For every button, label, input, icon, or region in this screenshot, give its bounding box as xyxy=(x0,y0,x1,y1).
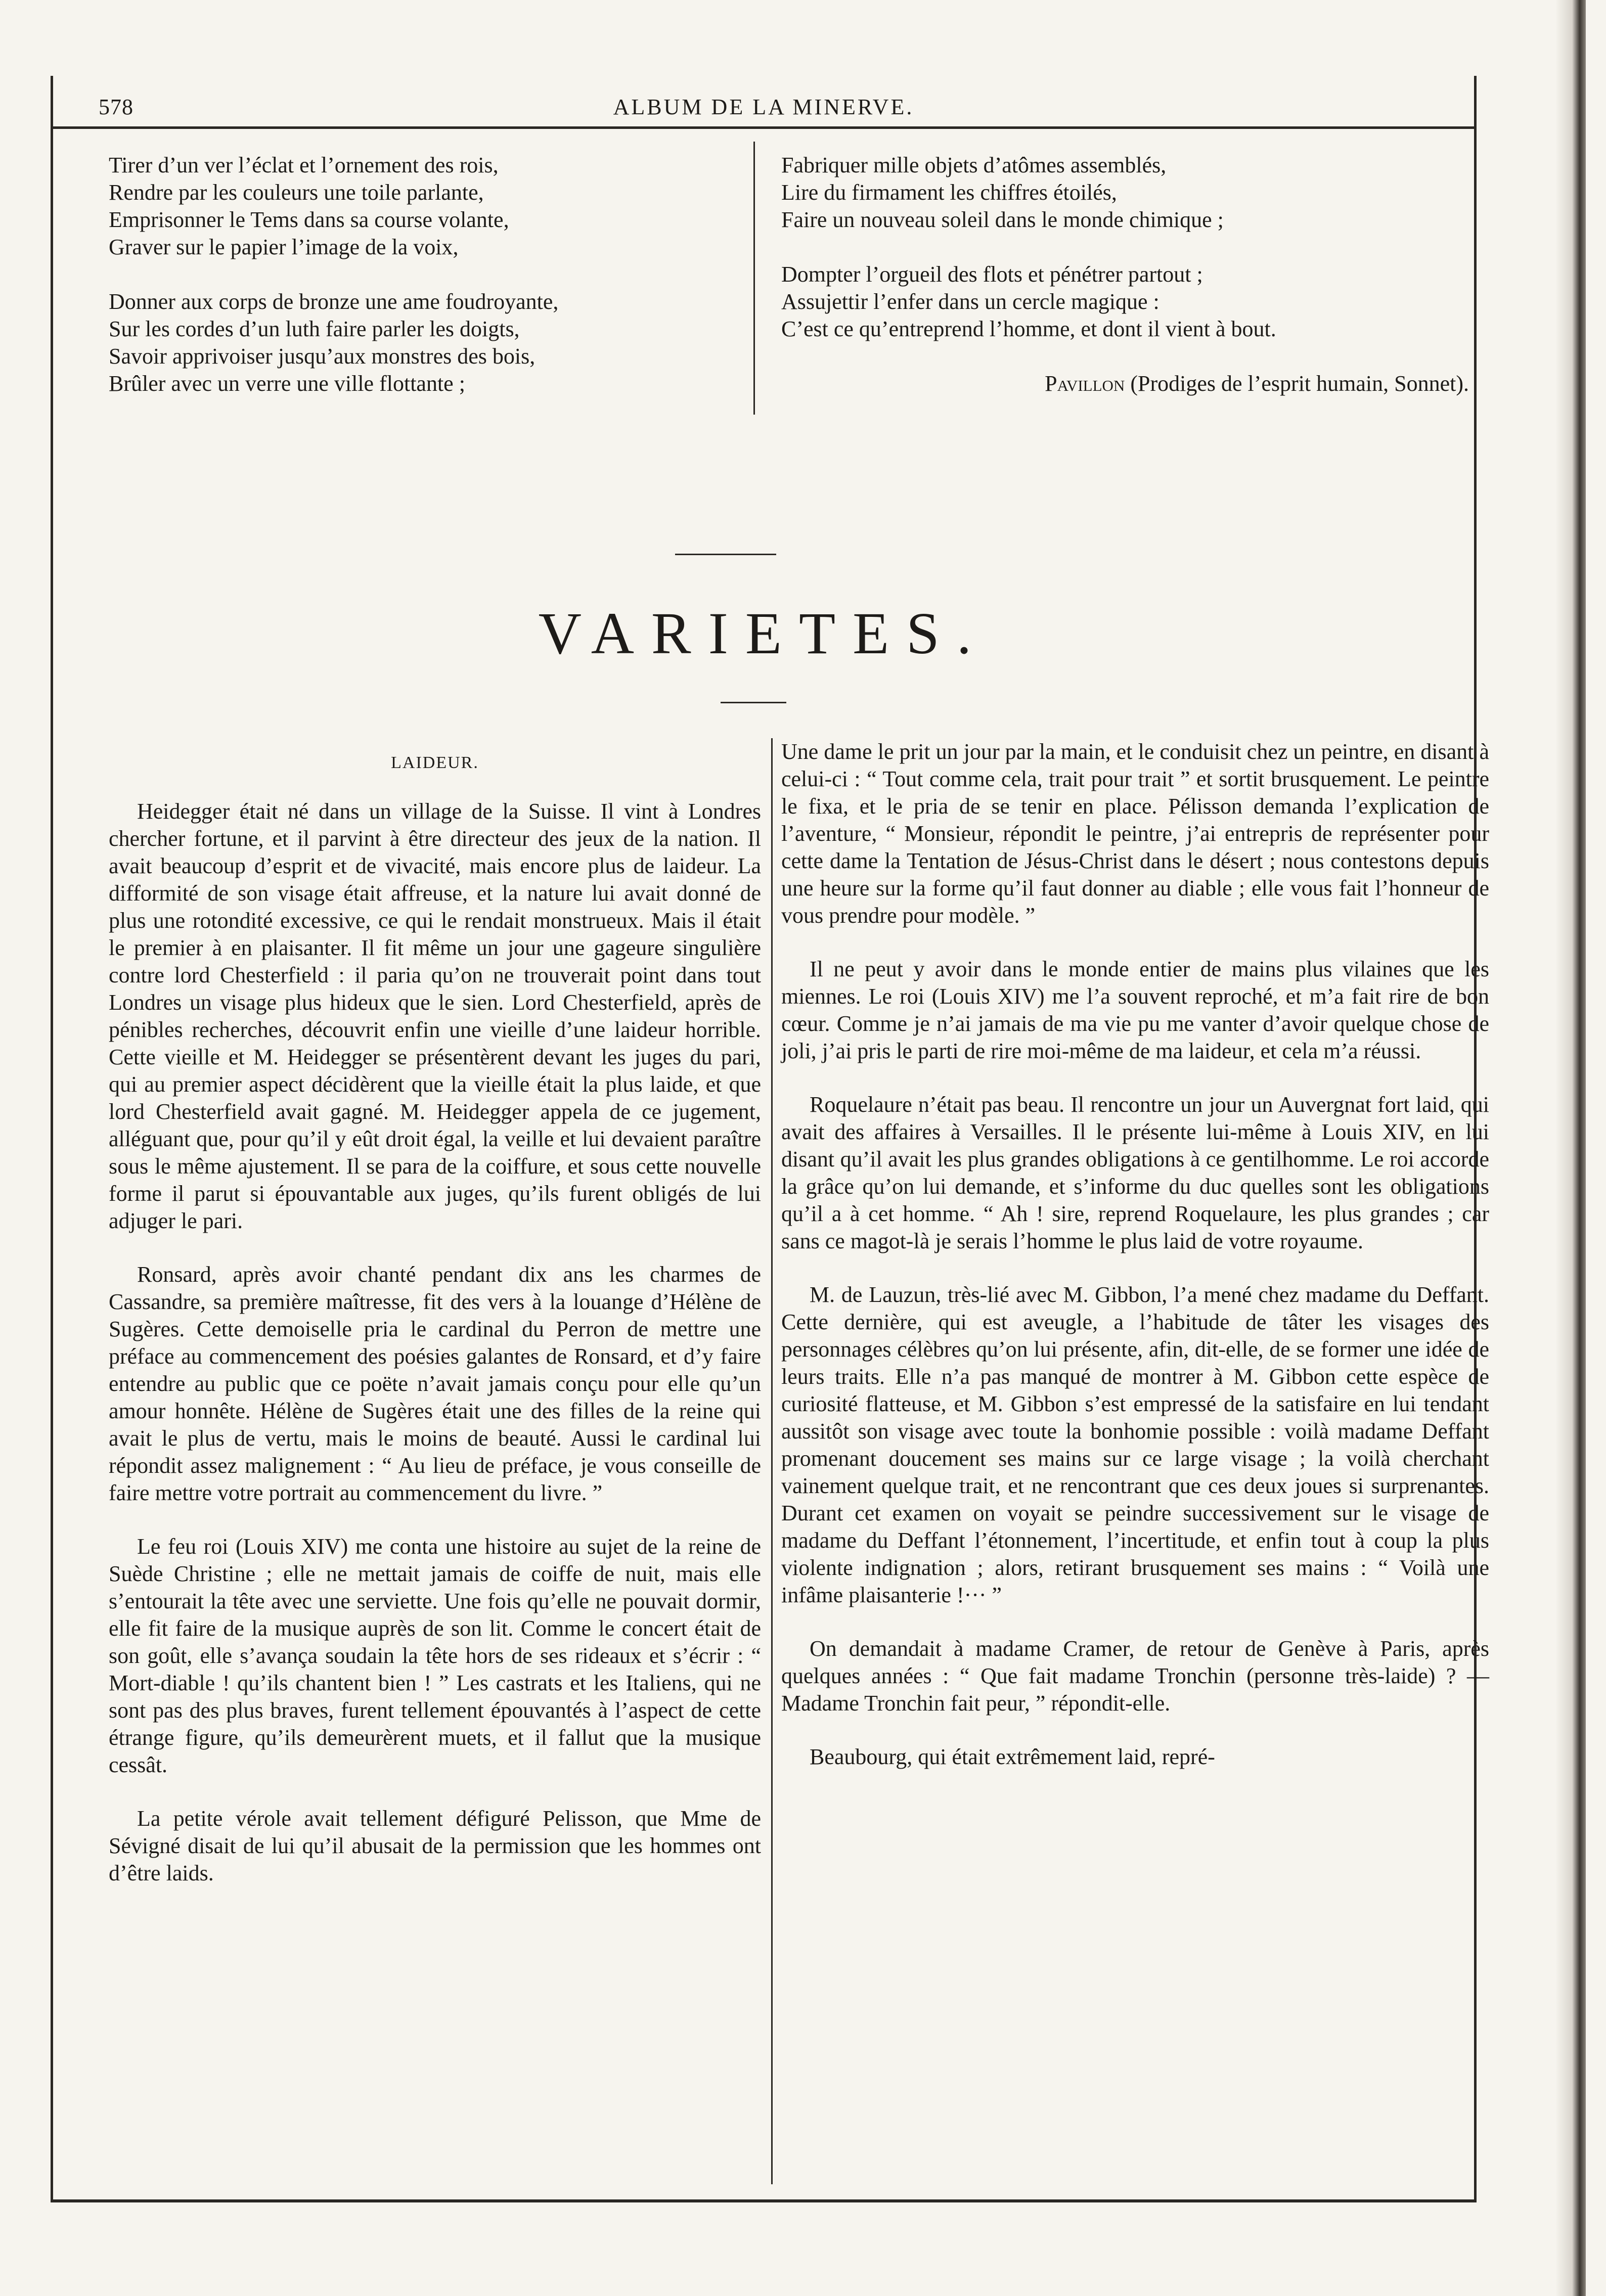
article-paragraph: Beaubourg, qui était extrêmement laid, repré- xyxy=(810,1744,1215,1769)
article-paragraph: Une dame le prit un jour par la main, et le conduisit chez un peintre, en disant à celui-ci : “ Tout comme cela, trait pour trait ” et sortit brusquement. Le peintre le fixa, et le pria de se tenir en place. Pélisson demanda l’explication de l’aventure, “ Monsieur, répondit le peintre, j’ai entrepris de représenter pour cette dame la Tentation de Jésus-Christ dans le désert ; nous contestons depuis une heure sur la forme qu’il faut donner au diable ; elle vous fait l’honneur de vous prendre pour modèle. ” xyxy=(781,739,1489,928)
book-binding-edge xyxy=(1555,0,1586,2296)
article-paragraph: M. de Lauzun, très-lié avec M. Gibbon, l’a mené chez madame du Deffant. Cette dernière, qui est aveugle, a l’habitude de tâter les visages des personnages célèbres qu’on lui présente, afin, dit-elle, de se former une idée de leurs traits. Elle n’a pas manqué de montrer à M. Gibbon cette espèce de curiosité flatteuse, et M. Gibbon s’est empressé de la satisfaire en lui tendant aussitôt son visage avec toute la bonhomie possible : voilà madame Deffant promenant doucement ses mains sur ce large visage ; la voilà cherchant vainement quelque trait, et ne rencontrant que ces deux joues si surprenantes. Durant cet examen on voyait se peindre successivement sur le visage de madame du Deffant l’étonnement, l’incertitude, et enfin tout à coup la plus violente indignation ; alors, retirant brusquement ses mains : “ Voilà une infâme plaisanterie !··· ” xyxy=(781,1282,1489,1607)
article-paragraph: Heidegger était né dans un village de la Suisse. Il vint à Londres chercher fortune, et il parvint à être directeur des jeux de la nation. Il avait beaucoup d’esprit et de vivacité, mais encore plus de laideur. La difformité de son visage était affreuse, et la nature lui avait donné de plus une rotondité excessive, ce qui le rendait monstrueux. Mais il était le premier à en plaisanter. Il fit même un jour une gageure singulière contre lord Chesterfield : il paria qu’on ne trouverait point dans tout Londres un visage plus hideux que le sien. Lord Chesterfield, après de pénibles recherches, découvrit enfin une vieille d’une laideur horrible. Cette vieille et M. Heidegger se présentèrent devant les juges du pari, qui au premier aspect décidèrent que la vieille était la plus laide, et que lord Chesterfield avait gagné. M. Heidegger appela de ce jugement, alléguant que, pour qu’il y eût droit égal, la veille et lui devaient paraître sous le même ajustement. Il se para de la coiffure, et sous cette nouvelle forme il parut si épouvantable aux juges, qu’ils furent obligés de lui adjuger le pari. xyxy=(109,799,761,1233)
attribution-source: (Prodiges de l’esprit humain, Sonnet). xyxy=(1125,371,1469,396)
page-frame xyxy=(51,76,1489,2202)
page-header xyxy=(53,76,1474,129)
poem-stanza xyxy=(109,288,751,397)
article-subhead: LAIDEUR. xyxy=(391,753,479,772)
poem-verse: Dompter l’orgueil des flots et pénétrer partout ; xyxy=(781,262,1203,287)
poem-verse: Faire un nouveau soleil dans le monde chimique ; xyxy=(781,207,1224,232)
poem-attribution xyxy=(781,370,1479,397)
poem-left-column xyxy=(109,152,751,425)
article-paragraph: Le feu roi (Louis XIV) me conta une histoire au sujet de la reine de Suède Christine ; elle ne mettait jamais de coiffe de nuit, mais elle s’entourait la tête avec une serviette. Une fois qu’elle ne pouvait dormir, elle fit faire de la musique auprès de son lit. Comme le concert était de son goût, elle s’avança soudain la tête hors de ses rideaux et s’écrir : “ Mort-diable ! qu’ils chantent bien ! ” Les castrats et les Italiens, qui ne sont pas des plus braves, furent tellement épouvantés à l’aspect de cette étrange figure, qu’ils demeurèrent muets, et il fallut que la musique cessât. xyxy=(109,1534,761,1777)
poem-stanza xyxy=(781,261,1479,343)
poem-verse: Brûler avec un verre une ville flottante ; xyxy=(109,371,465,396)
attribution-author: Pavillon xyxy=(1045,371,1125,396)
poem-verse: Assujettir l’enfer dans un cercle magique : xyxy=(781,289,1159,314)
title-rule-top xyxy=(675,554,776,555)
poem-verse: Emprisonner le Tems dans sa course volante, xyxy=(109,207,509,232)
section-title: VARIETES. xyxy=(538,600,989,666)
article-paragraph: Roquelaure n’était pas beau. Il rencontre un jour un Auvergnat fort laid, qui avait des affaires à Versailles. Il le présente lui-même à Louis XIV, en lui disant qu’il avait les plus grandes obligations à ce gentilhomme. Le roi accorde la grâce qu’on lui demande, et s’informe du duc quelles sont les obligations qu’il a à cet homme. “ Ah ! sire, reprend Roquelaure, les plus grandes ; car sans ce magot-là je serais l’homme le plus laid de votre royaume. xyxy=(781,1092,1489,1253)
poem-right-column xyxy=(781,152,1479,397)
running-title: ALBUM DE LA MINERVE. xyxy=(613,95,914,119)
title-rule-bottom xyxy=(721,702,786,703)
article-paragraph: La petite vérole avait tellement défiguré Pelisson, que Mme de Sévigné disait de lui qu’il abusait de la permission que les hommes ont d’être laids. xyxy=(109,1806,761,1885)
poem-verse: Sur les cordes d’un luth faire parler les doigts, xyxy=(109,317,520,341)
poem-verse: Rendre par les couleurs une toile parlante, xyxy=(109,180,484,205)
left-paragraphs xyxy=(109,798,761,1887)
poem-verse: Lire du firmament les chiffres étoilés, xyxy=(781,180,1117,205)
poem-stanza xyxy=(109,152,751,261)
poem-stanza xyxy=(781,152,1479,234)
article-paragraph: Il ne peut y avoir dans le monde entier de mains plus vilaines que les miennes. Le roi (Louis XIV) me l’a souvent reproché, et m’a fait rire de bon cœur. Comme je n’ai jamais de ma vie pu me vanter d’avoir quelque chose de joli, j’ai pris le parti de rire moi-même de ma laideur, et cela m’a réussi. xyxy=(781,957,1489,1063)
poem-verse: C’est ce qu’entreprend l’homme, et dont il vient à bout. xyxy=(781,317,1276,341)
poem-verse: Graver sur le papier l’image de la voix, xyxy=(109,235,459,259)
poem-verse: Donner aux corps de bronze une ame foudroyante, xyxy=(109,289,559,314)
article-column-divider xyxy=(771,738,773,2184)
article-paragraph: On demandait à madame Cramer, de retour de Genève à Paris, après quelques années : “ Que fait madame Tronchin (personne très-laide) ? —Madame Tronchin fait peur, ” répondit-elle. xyxy=(781,1636,1489,1716)
article-left-column xyxy=(109,738,761,1887)
poem-verse: Fabriquer mille objets d’atômes assemblés, xyxy=(781,153,1167,177)
article-right-column xyxy=(781,738,1489,1771)
poem-column-divider xyxy=(753,142,755,415)
poem-verse: Savoir apprivoiser jusqu’aux monstres des bois, xyxy=(109,344,536,369)
poem-verse: Tirer d’un ver l’éclat et l’ornement des rois, xyxy=(109,153,499,177)
page-number: 578 xyxy=(99,95,133,119)
article-paragraph: Ronsard, après avoir chanté pendant dix ans les charmes de Cassandre, sa première maîtresse, fit des vers à la louange d’Hélène de Sugères. Cette demoiselle pria le cardinal du Perron de mettre une préface au commencement des poésies galantes de Ronsard, et d’y faire entendre au public que ce poëte n’avait jamais conçu pour elle qu’un amour honnête. Hélène de Sugères était une des filles de la reine qui avait le plus de vertu, mais le moins de beauté. Aussi le cardinal lui répondit assez malignement : “ Au lieu de préface, je vous conseille de faire mettre votre portrait au commencement du livre. ” xyxy=(109,1262,761,1505)
